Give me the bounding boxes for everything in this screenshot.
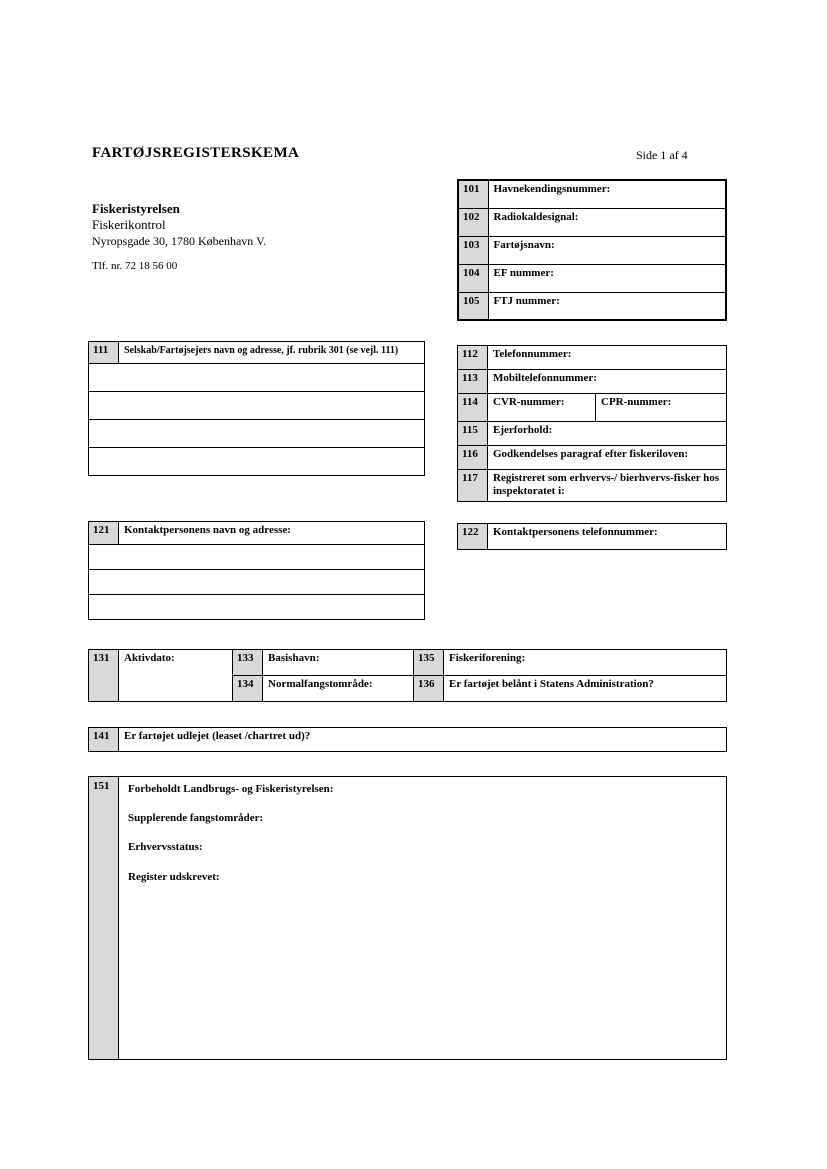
field-102-label: Radiokaldesignal: [493,210,579,223]
field-121-number: 121 [89,522,119,545]
owner-input-row-2[interactable] [89,392,425,420]
field-134-label: Normalfangstområde: [268,678,373,690]
field-114-cpr-input[interactable] [596,394,727,422]
field-121-header [119,522,425,545]
field-113-input[interactable] [488,370,727,394]
field-121-label: Kontaktpersonens navn og adresse: [124,524,291,536]
field-105-input[interactable] [488,292,726,320]
reserved-line-3: Erhvervsstatus: [128,841,203,854]
field-134-number: 134 [233,676,263,702]
reserved-input-area[interactable] [120,777,726,890]
field-117-number: 117 [458,470,488,502]
table-contact-person [88,521,425,620]
field-116-label: Godkendelses paragraf efter fiskeriloven: [493,448,689,460]
field-141-input[interactable] [119,728,727,752]
field-136-number: 136 [414,676,444,702]
field-135-label: Fiskeriforening: [449,652,526,664]
field-103-label: Fartøjsnavn: [493,238,555,251]
field-116-number: 116 [458,446,488,470]
field-131-label: Aktivdato: [124,652,175,664]
agency-address: Nyropsgade 30, 1780 København V. [92,233,267,248]
field-114-cpr-label: CPR-nummer: [601,396,672,408]
field-112-number: 112 [458,346,488,370]
field-131-input[interactable] [119,650,233,702]
field-136-label: Er fartøjet belånt i Statens Administration? [449,678,654,690]
field-115-number: 115 [458,422,488,446]
field-122-number: 122 [458,524,488,550]
field-136-input[interactable] [444,676,727,702]
contact-person-input-row-1[interactable] [89,545,425,570]
contact-person-input-row-3[interactable] [89,595,425,620]
field-105-label: FTJ nummer: [493,294,560,307]
field-141-label: Er fartøjet udlejet (leaset /chartret ud)? [124,730,311,742]
field-117-input[interactable] [488,470,727,502]
table-activity [88,649,727,702]
owner-input-row-4[interactable] [89,448,425,476]
field-101-label: Havnekendingsnummer: [493,183,611,195]
field-112-label: Telefonnummer: [493,348,572,360]
table-owner [88,341,425,476]
field-122-input[interactable] [488,524,727,550]
table-contact-phone [457,523,727,550]
box-reserved [88,776,727,1060]
agency-phone: Tlf. nr. 72 18 56 00 [92,260,178,273]
page-indicator: Side 1 af 4 [636,148,688,162]
field-151-number [89,777,119,1059]
agency-name: Fiskeristyrelsen [92,201,180,216]
agency-block [92,201,392,272]
field-113-label: Mobiltelefonnummer: [493,372,597,384]
field-114-number: 114 [458,394,488,422]
field-133-number: 133 [233,650,263,676]
field-115-label: Ejerforhold: [493,424,553,436]
table-contact-info [457,345,727,502]
field-101-input[interactable] [488,180,726,208]
field-101-number: 101 [458,180,488,208]
field-141-number: 141 [89,728,119,752]
field-134-input[interactable] [263,676,414,702]
field-131-number: 131 [89,650,119,702]
field-104-number: 104 [458,264,488,292]
field-104-input[interactable] [488,264,726,292]
field-122-label: Kontaktpersonens telefonnummer: [493,526,658,538]
field-135-number: 135 [414,650,444,676]
field-112-input[interactable] [488,346,727,370]
field-111-number: 111 [89,342,119,364]
field-114-cvr-input[interactable] [488,394,596,422]
reserved-line-2: Supplerende fangstområder: [128,812,264,825]
field-105-number: 105 [458,292,488,320]
field-111-label: Selskab/Fartøjsejers navn og adresse, jf. rubrik 301 (se vejl. 111) [124,345,399,356]
field-135-input[interactable] [444,650,727,676]
field-111-header [119,342,425,364]
field-133-input[interactable] [263,650,414,676]
contact-person-input-row-2[interactable] [89,570,425,595]
reserved-line-1: Forbeholdt Landbrugs- og Fiskeristyrelsen: [128,783,334,795]
field-113-number: 113 [458,370,488,394]
page-title: FARTØJSREGISTERSKEMA [92,145,300,161]
field-103-input[interactable] [488,236,726,264]
table-lease [88,727,727,752]
field-116-input[interactable] [488,446,727,470]
field-102-input[interactable] [488,208,726,236]
field-114-cvr-label: CVR-nummer: [493,396,565,408]
field-117-label: Registreret som erhvervs-/ bierhvervs-fisker hos inspektoratet i: [493,472,720,497]
agency-department: Fiskerikontrol [92,217,166,233]
owner-input-row-1[interactable] [89,364,425,392]
field-102-number: 102 [458,208,488,236]
table-vessel-id [457,179,727,321]
field-115-input[interactable] [488,422,727,446]
owner-input-row-3[interactable] [89,420,425,448]
field-133-label: Basishavn: [268,652,320,664]
field-104-label: EF nummer: [493,266,554,279]
reserved-line-4: Register udskrevet: [128,870,220,883]
field-151-number-text: 151 [93,780,110,792]
field-103-number: 103 [458,236,488,264]
